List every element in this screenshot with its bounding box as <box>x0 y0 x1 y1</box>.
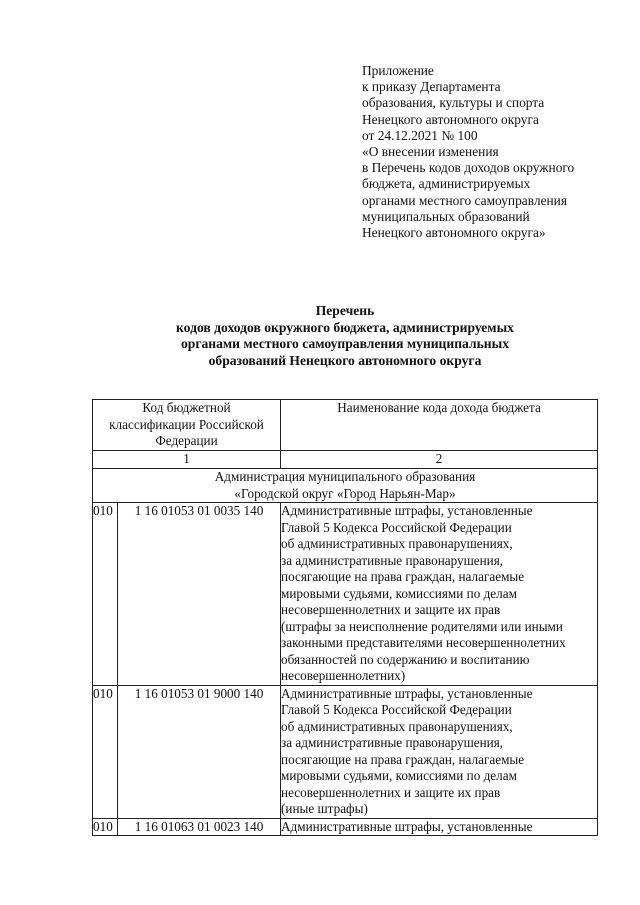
admin-code: 010 <box>93 818 118 836</box>
description-line: (иные штрафы) <box>281 801 368 816</box>
column-number: 2 <box>281 451 598 469</box>
description-line: несовершеннолетних и защите их прав <box>281 784 501 800</box>
header-code-line: классификации Российской <box>109 416 264 432</box>
description-line: посягающие на права граждан, налагаемые <box>281 569 525 584</box>
description-line: обязанностей по содержанию и воспитанию <box>281 651 530 667</box>
table-row <box>93 685 598 818</box>
codes-table <box>92 399 598 836</box>
income-description <box>281 818 598 836</box>
title-line: органами местного самоуправления муниципальных <box>180 336 510 351</box>
appendix-line: Ненецкого автономного округа <box>362 111 539 127</box>
appendix-line: органами местного самоуправления <box>362 192 568 208</box>
description-line: (штрафы за неисполнение родителями или иными <box>281 618 563 634</box>
income-description <box>281 503 598 686</box>
description-line: Административные штрафы, установленные <box>281 818 533 834</box>
group-line: Администрация муниципального образования <box>214 469 476 484</box>
document-title <box>90 303 600 369</box>
appendix-line: бюджета, администрируемых <box>362 176 531 192</box>
description-line: об административных правонарушениях, <box>281 536 513 551</box>
admin-code: 010 <box>93 503 118 686</box>
header-code-cell <box>93 400 281 451</box>
group-row <box>93 469 598 503</box>
description-line: мировыми судьями, комиссиями по делам <box>281 768 517 783</box>
appendix-block <box>362 63 632 241</box>
group-line: «Городской округ «Город Нарьян-Мар» <box>234 485 456 501</box>
description-line: Главой 5 Кодекса Российской Федерации <box>281 519 512 535</box>
column-number-row <box>93 451 598 469</box>
header-code-line: Федерации <box>155 433 218 448</box>
description-line: Административные штрафы, установленные <box>281 503 533 518</box>
description-line: за административные правонарушения, <box>281 735 504 750</box>
description-line: мировыми судьями, комиссиями по делам <box>281 585 517 601</box>
table-row <box>93 818 598 836</box>
table-header-row <box>93 400 598 451</box>
description-line: Главой 5 Кодекса Российской Федерации <box>281 702 512 717</box>
appendix-line: «О внесении изменения <box>362 144 499 160</box>
income-description <box>281 685 598 818</box>
kbk-code: 1 16 01063 01 0023 140 <box>118 818 281 836</box>
appendix-line: Ненецкого автономного округа» <box>362 225 546 241</box>
appendix-line: в Перечень кодов доходов окружного <box>362 160 575 176</box>
admin-code: 010 <box>93 685 118 818</box>
table-row <box>93 503 598 686</box>
title-line: Перечень <box>315 303 375 318</box>
appendix-line: к приказу Департамента <box>362 79 501 95</box>
title-line: кодов доходов окружного бюджета, администрируемых <box>176 319 514 335</box>
appendix-line: от 24.12.2021 № 100 <box>362 127 478 143</box>
description-line: об административных правонарушениях, <box>281 718 513 734</box>
group-cell <box>93 469 598 503</box>
description-line: законными представителями несовершеннолетних <box>281 635 566 650</box>
title-line: образований Ненецкого автономного округа <box>208 352 482 368</box>
kbk-code: 1 16 01053 01 0035 140 <box>118 503 281 686</box>
header-name-cell: Наименование кода дохода бюджета <box>281 400 598 451</box>
description-line: посягающие на права граждан, налагаемые <box>281 751 525 767</box>
appendix-line: муниципальных образований <box>362 208 530 224</box>
description-line: Административные штрафы, установленные <box>281 685 533 701</box>
column-number: 1 <box>93 451 281 469</box>
appendix-line: образования, культуры и спорта <box>362 95 545 111</box>
description-line: за административные правонарушения, <box>281 552 504 568</box>
kbk-code: 1 16 01053 01 9000 140 <box>118 685 281 818</box>
header-code-line: Код бюджетной <box>142 400 231 415</box>
description-line: несовершеннолетних) <box>281 668 406 683</box>
description-line: несовершеннолетних и защите их прав <box>281 602 501 617</box>
appendix-line: Приложение <box>362 63 434 78</box>
